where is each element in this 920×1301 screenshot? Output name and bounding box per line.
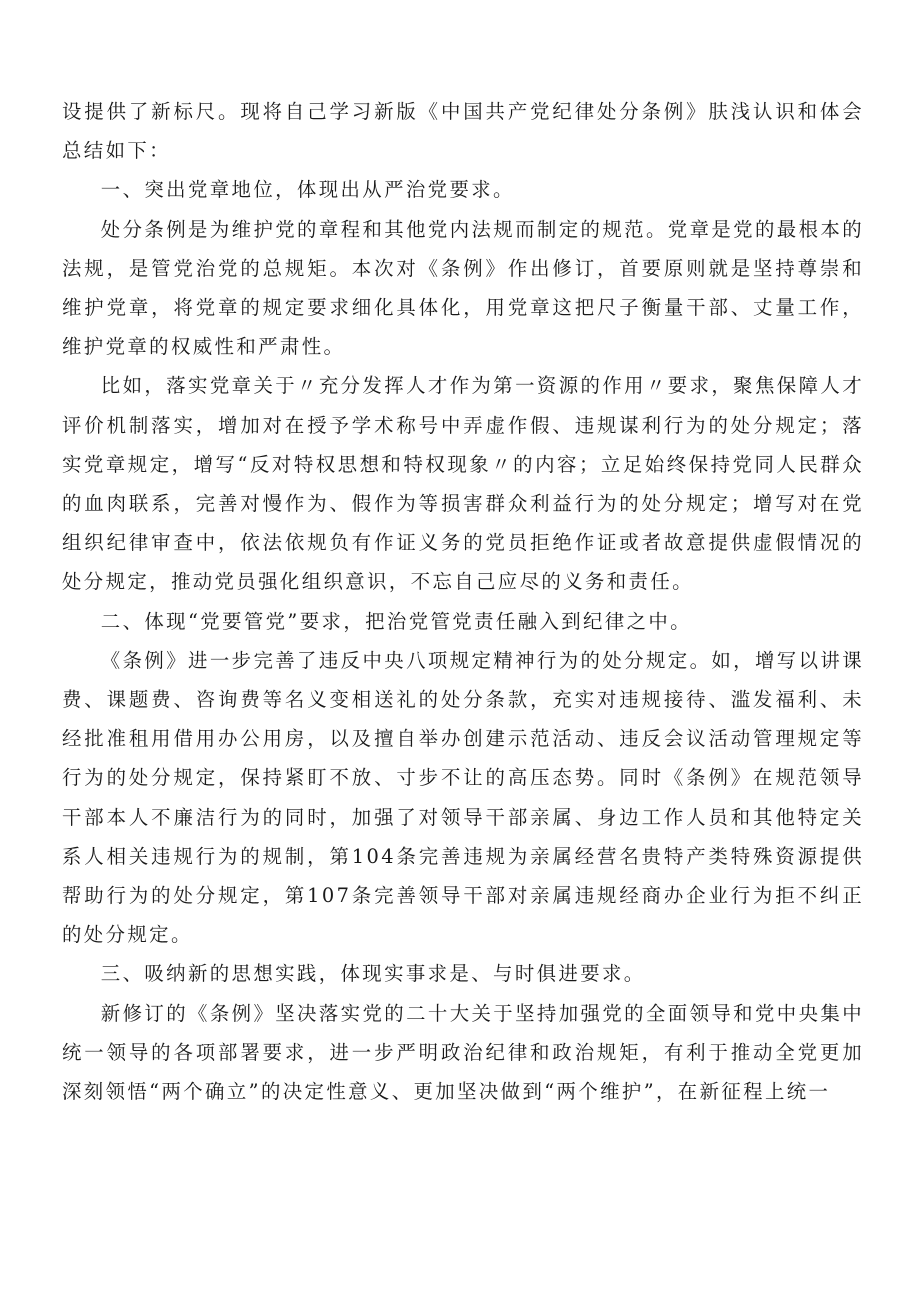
body-paragraph: 比如，落实党章关于〃充分发挥人才作为第一资源的作用〃要求，聚焦保障人才评价机制落实，增加对在授予学术称号中弄虚作假、违规谋利行为的处分规定；落实党章规定，增写“反对特权思想和特权现象〃的内容；立足始终保持党同人民群众的血肉联系，完善对慢作为、假作为等损害群众利益行为的处分规定；增写对在党组织纪律审查中，依法依规负有作证义务的党员拒绝作证或者故意提供虚假情况的处分规定，推动党员强化组织意识，不忘自己应尽的义务和责任。 xyxy=(62,374,864,594)
body-paragraph: 处分条例是为维护党的章程和其他党内法规而制定的规范。党章是党的最根本的法规，是管党治党的总规矩。本次对《条例》作出修订，首要原则就是坚持尊崇和维护党章，将党章的规定要求细化具体化，用党章这把尺子衡量干部、丈量工作，维护党章的权威性和严肃性。 xyxy=(62,217,864,359)
section-heading-1: 一、突出党章地位，体现出从严治党要求。 xyxy=(100,178,515,202)
body-paragraph: 新修订的《条例》坚决落实党的二十大关于坚持加强党的全面领导和党中央集中统一领导的各项部署要求，进一步严明政治纪律和政治规矩，有利于推动全党更加深刻领悟“两个确立”的决定性意义、更加坚决做到“两个维护”，在新征程上统一 xyxy=(62,1001,864,1104)
section-heading-2: 二、体现“党要管党”要求，把治党管党责任融入到纪律之中。 xyxy=(100,609,692,633)
section-heading-3: 三、吸纳新的思想实践，体现实事求是、与时俱进要求。 xyxy=(100,962,646,986)
paragraph-continuation: 设提供了新标尺。现将自己学习新版《中国共产党纪律处分条例》肤浅认识和体会总结如下： xyxy=(62,100,864,163)
body-paragraph: 《条例》进一步完善了违反中央八项规定精神行为的处分规定。如，增写以讲课费、课题费、咨询费等名义变相送礼的处分条款，充实对违规接待、滥发福利、未经批准租用借用办公用房，以及擅自举办创建示范活动、违反会议活动管理规定等行为的处分规定，保持紧盯不放、寸步不让的高压态势。同时《条例》在规范领导干部本人不廉洁行为的同时，加强了对领导干部亲属、身边工作人员和其他特定关系人相关违规行为的规制，第104条完善违规为亲属经营名贵特产类特殊资源提供帮助行为的处分规定，第107条完善领导干部对亲属违规经商办企业行为拒不纠正的处分规定。 xyxy=(62,648,864,947)
